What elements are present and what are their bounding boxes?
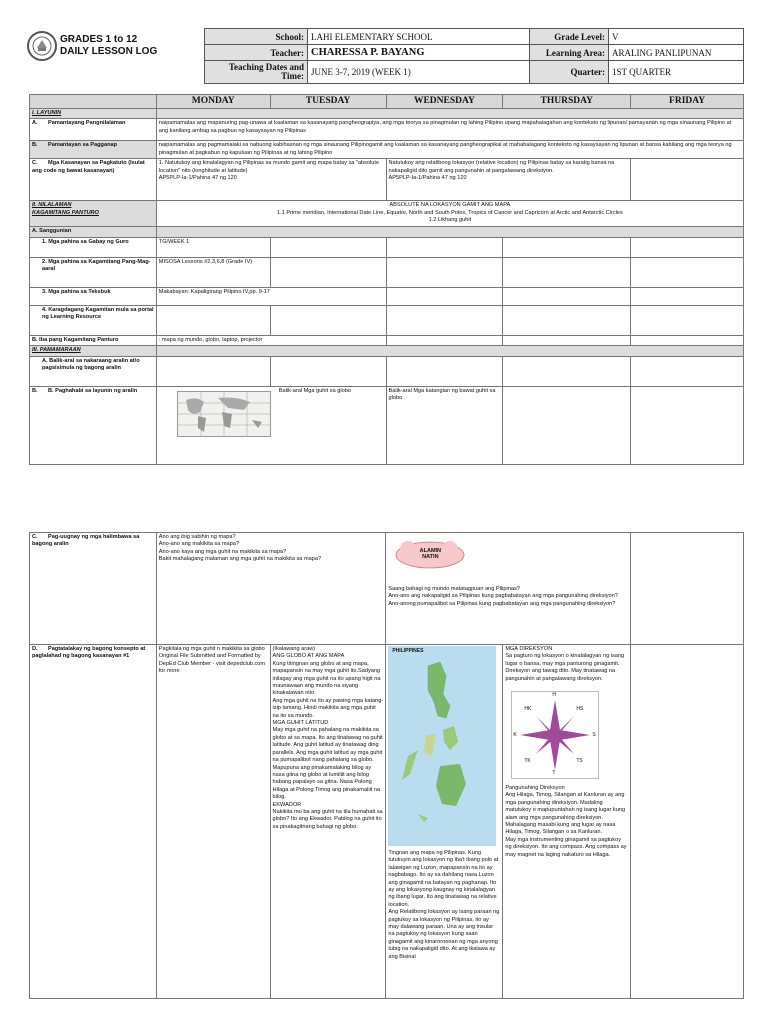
nilalaman-content bbox=[156, 201, 743, 227]
pc-label: C. Pag-uugnay ng mga halimbawa sa bagong aralin bbox=[30, 533, 157, 645]
compass-se: TS bbox=[576, 758, 583, 765]
r2-cell-3 bbox=[270, 257, 386, 287]
nilalaman-heading: II. NILALAMAN bbox=[32, 202, 72, 209]
pa-cell-5 bbox=[503, 356, 631, 386]
quarter-value: 1ST QUARTER bbox=[609, 61, 744, 84]
sanggunian-band bbox=[156, 227, 743, 237]
pd-label-text: Pagtatalakay ng bagong konsepto at paglalahad ng bagong kasanayan #1 bbox=[32, 646, 146, 660]
r3-cell-6 bbox=[631, 287, 744, 305]
r1-cell-6 bbox=[631, 237, 744, 257]
layunin-heading: I. LAYUNIN bbox=[30, 109, 157, 119]
alamin-natin-label: ALAMIN NATIN bbox=[419, 548, 442, 560]
pd-label: D. Pagtatalakay ng bagong konsepto at paglalahad ng bagong kasanayan #1 bbox=[30, 645, 157, 999]
compass-nw: HK bbox=[524, 706, 532, 713]
pa-cell-3 bbox=[270, 356, 386, 386]
r3-cell-5 bbox=[503, 287, 631, 305]
row-c-wednesday bbox=[386, 159, 631, 201]
r3-label: 3. Mga pahina sa Teksbuk bbox=[30, 287, 157, 305]
compass-rose-figure bbox=[511, 691, 599, 779]
compass-n: H bbox=[552, 692, 556, 699]
pd-thursday-text: MGA DIREKSYON Sa pagturo ng lokasyon o kinalalagyan ng isang lugar o bansa, may mga panturong ginagamit. Direksyon ang tawag dito. May tinatawag na pangunahin at pangalawang direksyon. bbox=[505, 646, 625, 682]
pd-monday: Pagkilala ng mga guhit n makikita sa globo Original File Submitted and Formatted by DepEd Club Member - visit depedclub.com for more bbox=[156, 645, 270, 999]
pamamaraan-band bbox=[156, 346, 743, 356]
r1-cell-5 bbox=[503, 237, 631, 257]
r3-cell-4 bbox=[386, 287, 503, 305]
title-line1: GRADES 1 to 12 bbox=[60, 34, 138, 45]
nilalaman-title: ABSOLUTE NA LOKASYON GAMIT ANG MAPA bbox=[389, 202, 511, 209]
pb-cell-6 bbox=[631, 386, 744, 464]
pd-thursday bbox=[503, 645, 631, 999]
r1-label: 1. Mga pahina sa Gabay ng Guro bbox=[30, 237, 157, 257]
compass-e: S bbox=[592, 732, 596, 739]
row-c-monday bbox=[156, 159, 386, 201]
lesson-table-2 bbox=[29, 532, 744, 999]
r2-cell-4 bbox=[386, 257, 503, 287]
row-c-friday bbox=[631, 159, 744, 201]
pc-cell-6 bbox=[631, 533, 744, 645]
teacher-value: CHARESSA P. BAYANG bbox=[308, 45, 530, 61]
day-header-tuesday: TUESDAY bbox=[270, 95, 386, 109]
compass-w: K bbox=[513, 732, 517, 739]
nilalaman-item-1: 1.1 Prime meridian, International Date Line, Equator, North and South Poles, Tropics of Cancer and Capricorn at Arctic and Antarctic Circles bbox=[277, 209, 623, 216]
row-c-wednesday-code: AP5PLP-Ia-1/Pahina 47 ng 120 bbox=[388, 175, 467, 182]
ib-cell-5 bbox=[503, 335, 631, 345]
r3-monday: Makabayan: Kapaligirang Pilipino IV,pp. 9-17 bbox=[156, 287, 386, 305]
pa-label: A. Balik-aral sa nakaraang aralin at/o pagsisimula ng bagong aralin bbox=[30, 356, 157, 386]
compass-ne: HS bbox=[576, 706, 584, 713]
pc-wednesday bbox=[386, 533, 631, 645]
pb-monday bbox=[156, 386, 386, 464]
day-header-wednesday: WEDNESDAY bbox=[386, 95, 503, 109]
nilalaman-sub: KAGAMITANG PANTURO bbox=[32, 209, 99, 216]
pb-label-text: B. Paghahabi sa layunin ng aralin bbox=[48, 387, 138, 394]
day-header-monday: MONDAY bbox=[156, 95, 270, 109]
row-b-text: Pamantayan sa Pagganap bbox=[48, 142, 118, 149]
pd-tuesday: (Ikalawang araw) ANG GLOBO AT ANG MAPA Kung titingnan ang globo at ang mapa, mapapansin na may mga guhit ito.Sadyang inilagay ang mga guhit na ito upang higit na maunawaan ang mundo na siyang kinakatawan nito. Ang mga guhit na ito ay pawing mga katang-isip lamang. Hindi makikita ang mga guhit na ito sa mundo. MGA GUHIT LATITUD May mga guhit na pahalang na makikita sa globo at sa mapa. Ito ang tinatawag na guhit latitude. Ang guhit latitud ay tinatawag ding parallels. Ang mga guhit latitud ay mga guhit na pumapalibot nang pahalang sa globo. Mapupuna ang pinakamalaking bilog ay nasa gitna ng globo at lumiliit ang bilog habang papalayo sa gitna. Nasa Polong Hilaga at Polong Timog ang pinakamaliit na bilog. EKWADOR Nakikita mo ba ang guhit na tila humahati sa globo? Ito ang Ekwador. Pabilog na guhit ito sa pinakagitnang bahagi ng globo. bbox=[270, 645, 386, 999]
r1-monday: TG/WEEK 1 bbox=[156, 237, 270, 257]
school-value: LAHI ELEMENTARY SCHOOL bbox=[308, 29, 530, 45]
pa-cell-2 bbox=[156, 356, 270, 386]
row-b-content: naipamamalas ang pagmamalaki sa nabuong kabihasnan ng mga sinaunang Pilipinogamit ang kaalaman sa kasanayang pangheograpikal at mahahalagang konteksto ng kasaysayan ng lipunan at bansa kabilang ang mga teorya ng pinagmulan at pagkabuo ng kapuluan ng Pilipinas at ng lahing Pilipino bbox=[156, 141, 743, 159]
school-label: School: bbox=[205, 29, 308, 45]
row-a-text: Pamantayang Pangnilalaman bbox=[48, 120, 126, 127]
r1-cell-4 bbox=[386, 237, 503, 257]
r4-cell-3 bbox=[270, 305, 386, 335]
teacher-label: Teacher: bbox=[205, 45, 308, 61]
r2-monday: MISOSA Lessons #2,3,6,8 (Grade IV) bbox=[156, 257, 270, 287]
grade-label: Grade Level: bbox=[530, 29, 609, 45]
title-line2: DAILY LESSON LOG bbox=[60, 46, 158, 57]
pb-cell-5 bbox=[503, 386, 631, 464]
r4-cell-2 bbox=[156, 305, 270, 335]
sanggunian-label: A. Sanggunian bbox=[30, 227, 157, 237]
row-a-content: naipamamalas ang mapanuring pag-unawa at kaalaman sa kasanayang pangheograpiya, ang mga teorya sa pinagmulan ng lahing Pilipino upang mapahalagahan ang konteksto ng lipunan/ pamayanan ng mga sinaunang Pilipino at ang kanilang ambag sa pagbuo ng kasaysayan ng Pilipinas bbox=[156, 119, 743, 141]
pd-friday bbox=[631, 645, 744, 999]
world-map-thumbnail bbox=[177, 391, 271, 437]
pa-cell-4 bbox=[386, 356, 503, 386]
ib-label: B. Iba pang Kagamitang Panturo bbox=[30, 335, 157, 345]
lesson-table-1 bbox=[29, 94, 744, 465]
day-header-thursday: THURSDAY bbox=[503, 95, 631, 109]
ib-content: : mapa ng mundo, globo, laptop, projector bbox=[156, 335, 386, 345]
row-c-wednesday-text: Natutukoy ang relatibong lokasyon (relative location) ng Pilipinas batay sa karatig bansa na nakapaligid dito gamit ang pangunahin at pangalawang direksiyon. bbox=[388, 160, 615, 174]
r2-cell-5 bbox=[503, 257, 631, 287]
r4-cell-5 bbox=[503, 305, 631, 335]
r2-cell-6 bbox=[631, 257, 744, 287]
map-title: PHILIPPINES bbox=[392, 648, 424, 654]
pa-cell-6 bbox=[631, 356, 744, 386]
r4-label: 4. Karagdagang Kagamitan mula sa portal ng Learning Resource bbox=[30, 305, 157, 335]
nilalaman-label bbox=[30, 201, 157, 227]
compass-s: T bbox=[552, 770, 556, 777]
r4-cell-4 bbox=[386, 305, 503, 335]
r4-cell-6 bbox=[631, 305, 744, 335]
ib-cell-6 bbox=[631, 335, 744, 345]
row-c-monday-text: 1. Natutukoy ang kinalalagyan ng Pilipinas sa mundo gamit ang mapa batay sa "absolute location" nito (longhitude at latitude) bbox=[158, 160, 380, 174]
pb-wednesday: Balik-aral Mga katangian ng bawat guhit sa globo bbox=[386, 386, 503, 464]
row-c-monday-code: AP5PLP-Ia-1/Pahina 47 ng 120 bbox=[158, 175, 237, 182]
layunin-band bbox=[156, 109, 743, 119]
row-b-label: B. Pamantayan sa Pagganap bbox=[30, 141, 157, 159]
philippines-map bbox=[388, 646, 496, 846]
day-header-blank bbox=[30, 95, 157, 109]
grade-value: V bbox=[609, 29, 744, 45]
day-header-friday: FRIDAY bbox=[631, 95, 744, 109]
nilalaman-item-2: 1.2 Likhang guhit bbox=[428, 217, 472, 224]
pc-label-text: Pag-uugnay ng mga halimbawa sa bagong aralin bbox=[32, 534, 140, 548]
pb-tuesday: Balik-aral Mga guhit sa globo bbox=[278, 387, 351, 394]
r1-cell-3 bbox=[270, 237, 386, 257]
alamin-natin-cloud bbox=[390, 538, 470, 572]
dates-label: Teaching Dates and Time: bbox=[205, 61, 308, 84]
r2-label: 2. Mga pahina sa Kagamitang Pang-Mag-aaral bbox=[30, 257, 157, 287]
quarter-label: Quarter: bbox=[530, 61, 609, 84]
pb-label: B. B. Paghahabi sa layunin ng aralin bbox=[30, 386, 157, 464]
row-c-text: Mga Kasanayan sa Pagkatuto (Isulat ang code ng bawat kasanayan) bbox=[32, 160, 145, 174]
header-table bbox=[204, 28, 744, 84]
area-label: Learning Area: bbox=[530, 45, 609, 61]
pd-thursday-text-2: Pangunahing Direksyon Ang Hilaga, Timog, Silangan at Kanluran ay ang mga pangunahing direksiyon. Madaling matutukoy o mapupuntahan ng isang lugar kung alam ang mga pangunahing direksiyon. Mahalagang masabi kung ang lugar ay nasa Hilaga, Timog, Silangan o sa Kanluran. May mga instrumenting ginagamit sa pagtukoy ng direksiyon. Ito ang compass. Ang compass ay may magnet na laging nakaturo sa Hilaga. bbox=[505, 785, 627, 858]
pd-wednesday-text: Tingnan ang mapa ng Pilipinas. Kung tutukuyin ang lokasyon ng iba't ibang pulo at lalawigan ng Luzon, mapapansin na ito ay nagbabago. Ito ay sa dahilang nasa Luzon ang ginagamit na batayan ng paghanap. Ito ay ang lokasyong kaugnay ng kinalalagyan ng ibang lugar. Ito ang tinatawag na relative location. Ang Relatibong lokasyon ay isang paraan ng pagtukoy sa lokasyon ng Pilipinas, ito ay may dalawang paraan. Una ay ang insular na pagtukoy ng lokasyon kung saan ginagamit ang kinaroroonan ng mga anyong tubig na nakapaligid dito. At ang ikalawa ay ang Bisinal bbox=[388, 850, 500, 960]
pamamaraan-heading: III. PAMAMARAAN bbox=[30, 346, 157, 356]
deped-seal bbox=[27, 31, 57, 61]
dates-value: JUNE 3-7, 2019 (WEEK 1) bbox=[308, 61, 530, 84]
area-value: ARALING PANLIPUNAN bbox=[609, 45, 744, 61]
pd-wednesday bbox=[386, 645, 503, 999]
pc-wednesday-text: Saang bahagi ng mundo matatagpuan ang Pilipinas? Ano-ano ang nakapaligid sa Pilipinas kung pagbabatayan ang mga pangunahing direksiyon? Ano-anong pumapalibot sa Pilipinas kung pagbabatayan ang mga pangunahing direksiyon? bbox=[388, 586, 618, 607]
row-c-label: C. Mga Kasanayan sa Pagkatuto (Isulat ang code ng bawat kasanayan) bbox=[30, 159, 157, 201]
pc-monday: Ano ang ibig sabihin ng mapa? Ano-ano ang makikita sa mapa? Ano-ano kaya ang mga guhit na makikita sa mapa? Bakit mahalagang malaman ang mga guhit na makikita sa mapa? bbox=[156, 533, 386, 645]
compass-sw: TK bbox=[524, 758, 531, 765]
form-title bbox=[60, 34, 157, 58]
ib-cell-4 bbox=[386, 335, 503, 345]
row-a-label: A. Pamantayang Pangnilalaman bbox=[30, 119, 157, 141]
